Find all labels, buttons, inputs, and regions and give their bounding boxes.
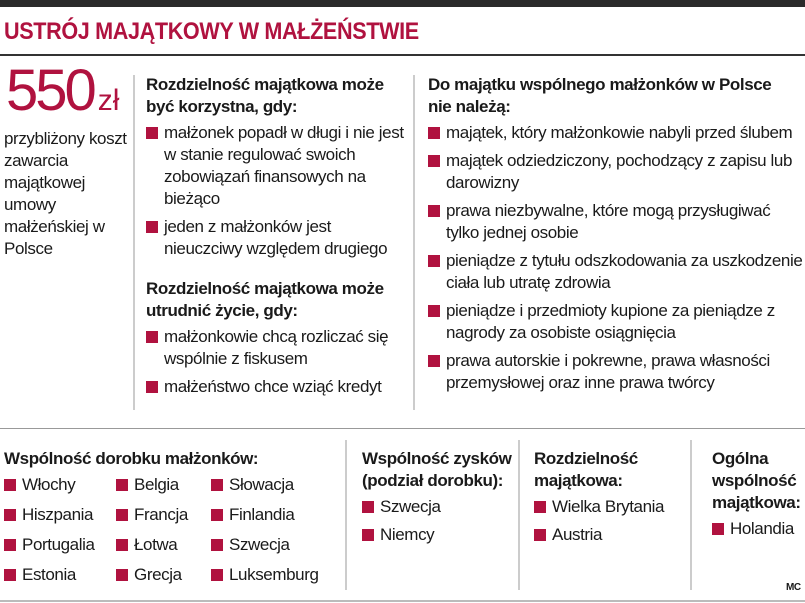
bullet-square-icon xyxy=(362,529,374,541)
list-item xyxy=(428,250,805,294)
bullet-square-icon xyxy=(428,255,440,267)
list-item xyxy=(146,122,408,210)
list-item xyxy=(116,534,211,558)
bullet-square-icon xyxy=(146,221,158,233)
regime-profits xyxy=(362,448,512,552)
list-item-text: małżeństwo chce wziąć kredyt xyxy=(164,377,382,396)
bullet-square-icon xyxy=(534,529,546,541)
list-item xyxy=(428,150,805,194)
section-heading: Ogólna wspólność majątkowa: xyxy=(712,449,801,512)
divider xyxy=(133,75,135,410)
list-item xyxy=(428,122,805,144)
list-item-text: Niemcy xyxy=(380,525,435,544)
section-heading: Rozdzielność majątkowa może być korzystna, gdy: xyxy=(146,75,384,116)
list-item xyxy=(362,524,512,546)
list-item-text: małżonek popadł w długi i nie jest w stanie regulować swoich zobowiązań finansowych na bieżąco xyxy=(164,123,404,208)
list-item-text: Francja xyxy=(134,505,188,524)
regime-general xyxy=(712,448,805,546)
list-item xyxy=(146,326,408,370)
list-item-text: Estonia xyxy=(22,565,76,584)
list-item-text: Portugalia xyxy=(22,535,95,554)
bullet-square-icon xyxy=(428,155,440,167)
list-item xyxy=(362,496,512,518)
bullet-square-icon xyxy=(211,569,223,581)
list-item xyxy=(116,474,211,498)
list-item xyxy=(4,504,116,528)
bullet-square-icon xyxy=(428,127,440,139)
bullet-square-icon xyxy=(146,381,158,393)
list-item-text: Finlandia xyxy=(229,505,295,524)
list-item-text: prawa niezbywalne, które mogą przysługiwać tylko jednej osobie xyxy=(446,201,771,242)
section-heading: Do majątku wspólnego małżonków w Polsce nie należą: xyxy=(428,75,772,116)
bullet-square-icon xyxy=(428,205,440,217)
list-item-text: prawa autorskie i pokrewne, prawa własności przemysłowej oraz inne prawa twórcy xyxy=(446,351,770,392)
divider xyxy=(413,75,415,410)
list-item-text: Szwecja xyxy=(380,497,441,516)
list-item xyxy=(116,564,211,588)
divider xyxy=(518,440,520,590)
bullet-square-icon xyxy=(4,509,16,521)
list-item xyxy=(116,504,211,528)
list-item xyxy=(211,474,331,498)
section-heading: Wspólność dorobku małżonków: xyxy=(4,449,259,468)
list-item xyxy=(428,300,805,344)
top-bar xyxy=(0,0,805,7)
beneficial-section xyxy=(146,74,408,404)
list-item-text: pieniądze z tytułu odszkodowania za uszkodzenie ciała lub utratę zdrowia xyxy=(446,251,803,292)
bullet-square-icon xyxy=(428,355,440,367)
list-item-text: Austria xyxy=(552,525,603,544)
list-item xyxy=(428,200,805,244)
bullet-square-icon xyxy=(146,331,158,343)
list-item-text: Luksemburg xyxy=(229,565,319,584)
cost-description: przybliżony koszt zawarcia majątkowej umowy małżeńskiej w Polsce xyxy=(4,129,127,258)
list-item-text: małżonkowie chcą rozliczać się wspólnie z fiskusem xyxy=(164,327,389,368)
list-item-text: Wielka Brytania xyxy=(552,497,665,516)
bullet-square-icon xyxy=(146,127,158,139)
list-item-text: Holandia xyxy=(730,519,794,538)
bullet-square-icon xyxy=(712,523,724,535)
list-item-text: Łotwa xyxy=(134,535,178,554)
list-item xyxy=(534,524,684,546)
section-heading: Rozdzielność majątkowa: xyxy=(534,449,638,490)
bullet-square-icon xyxy=(116,479,128,491)
divider xyxy=(0,428,805,429)
credit: MC xyxy=(786,582,801,593)
list-item-text: pieniądze i przedmioty kupione za pieniądze z nagrody za osobiste osiągnięcia xyxy=(446,301,775,342)
bullet-square-icon xyxy=(534,501,546,513)
bullet-square-icon xyxy=(428,305,440,317)
list-item xyxy=(146,216,408,260)
list-item xyxy=(534,496,684,518)
bullet-square-icon xyxy=(211,539,223,551)
page-title: USTRÓJ MAJĄTKOWY W MAŁŻEŃSTWIE xyxy=(4,18,419,45)
list-item-text: Słowacja xyxy=(229,475,294,494)
cost-value: 550 zł xyxy=(6,58,120,123)
list-item-text: Belgia xyxy=(134,475,179,494)
list-item xyxy=(146,376,408,398)
divider xyxy=(0,54,805,56)
list-item-text: majątek odziedziczony, pochodzący z zapisu lub darowizny xyxy=(446,151,793,192)
list-item xyxy=(211,504,331,528)
list-item-text: Grecja xyxy=(134,565,182,584)
regime-community xyxy=(4,448,339,594)
bullet-square-icon xyxy=(211,509,223,521)
divider xyxy=(0,600,805,602)
bullet-square-icon xyxy=(116,539,128,551)
list-item-text: jeden z małżonków jest nieuczciwy względem drugiego xyxy=(164,217,388,258)
list-item-text: Szwecja xyxy=(229,535,290,554)
section-heading: Rozdzielność majątkowa może utrudnić życie, gdy: xyxy=(146,279,384,320)
list-item xyxy=(211,564,331,588)
list-item xyxy=(428,350,805,394)
regime-separation xyxy=(534,448,684,552)
list-item xyxy=(712,518,805,540)
list-item-text: majątek, który małżonkowie nabyli przed ślubem xyxy=(446,123,793,142)
bullet-square-icon xyxy=(4,539,16,551)
bullet-square-icon xyxy=(4,569,16,581)
divider xyxy=(345,440,347,590)
list-item xyxy=(4,564,116,588)
bullet-square-icon xyxy=(116,569,128,581)
list-item xyxy=(4,474,116,498)
section-heading: Wspólność zysków (podział dorobku): xyxy=(362,449,512,490)
bullet-square-icon xyxy=(211,479,223,491)
list-item-text: Włochy xyxy=(22,475,76,494)
bullet-square-icon xyxy=(116,509,128,521)
list-item xyxy=(4,534,116,558)
list-item-text: Hiszpania xyxy=(22,505,94,524)
bullet-square-icon xyxy=(362,501,374,513)
excluded-section xyxy=(428,74,805,400)
divider xyxy=(690,440,692,590)
bullet-square-icon xyxy=(4,479,16,491)
list-item xyxy=(211,534,331,558)
